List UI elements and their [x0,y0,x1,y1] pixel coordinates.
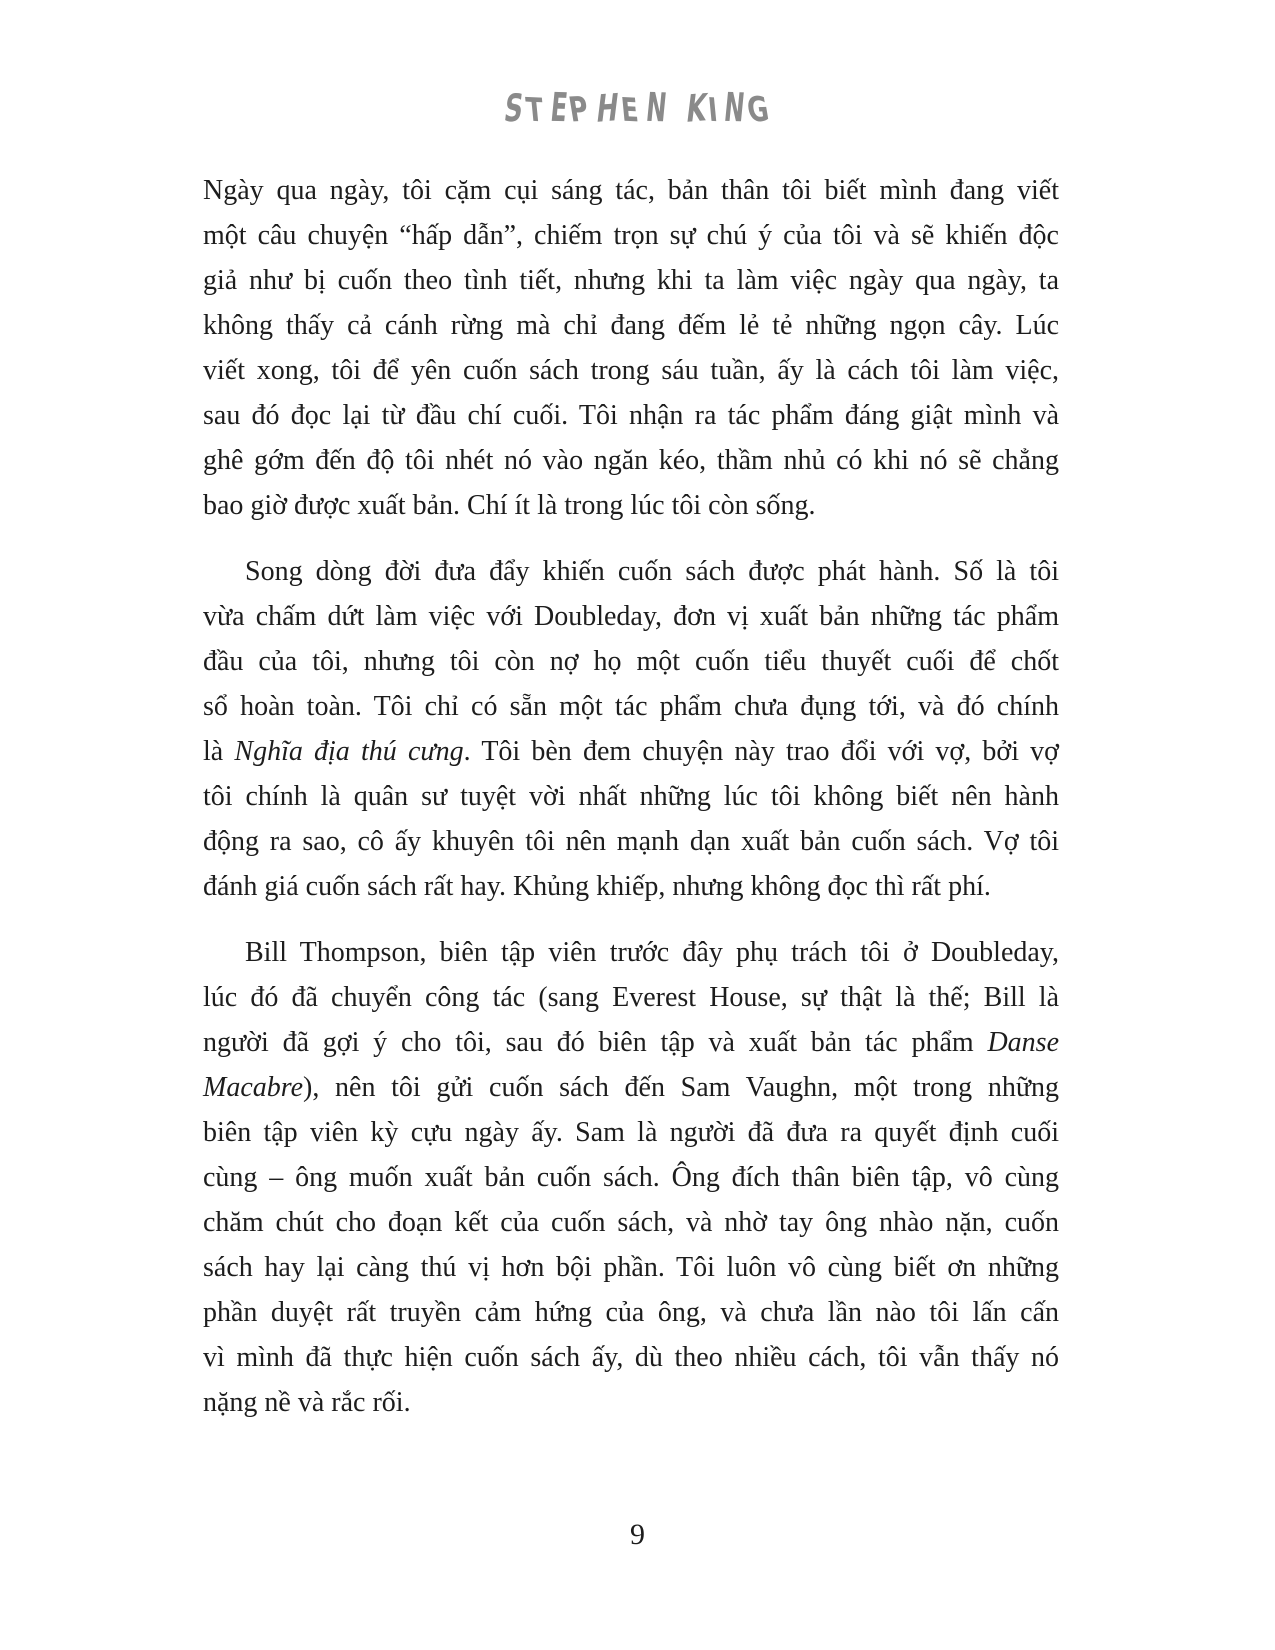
text-line [203,483,1059,528]
header-letter: K [683,86,710,132]
text-line [203,438,1059,483]
italic-text: Nghĩa địa thú cưng [234,736,464,767]
text-line [203,549,1059,594]
header-letter: G [744,89,773,131]
text-line [203,975,1059,1020]
text-segment: sách hay lại càng thú vị hơn bội phần. Tôi luôn vô cùng biết ơn những [203,1252,1059,1283]
text-line [203,393,1059,438]
text-line [203,930,1059,975]
header-letter: H [593,86,622,132]
paragraph [203,549,1059,909]
text-line [203,1065,1059,1110]
text-line [203,864,1059,909]
header-letter: I [706,91,720,130]
text-segment: không thấy cả cánh rừng mà chỉ đang đếm lẻ tẻ những ngọn cây. Lúc [203,310,1059,341]
text-segment: tôi chính là quân sư tuyệt vời nhất những lúc tôi không biết nên hành [203,781,1059,812]
text-segment: ghê gớm đến độ tôi nhét nó vào ngăn kéo, thầm nhủ có khi nó sẽ chẳng [203,445,1059,476]
body-text [203,168,1059,1425]
text-segment: Bill Thompson, biên tập viên trước đây phụ trách tôi ở Doubleday, [245,937,1059,968]
text-line [203,213,1059,258]
text-segment: biên tập viên kỳ cựu ngày ấy. Sam là người đã đưa ra quyết định cuối [203,1117,1059,1148]
header-letter: E [548,84,570,132]
text-segment: sổ hoàn toàn. Tôi chỉ có sẵn một tác phẩm chưa đụng tới, và đó chính [203,691,1059,722]
header-letter: T [523,91,546,130]
text-segment: Song dòng đời đưa đẩy khiến cuốn sách được phát hành. Số là tôi [245,556,1059,587]
text-line [203,168,1059,213]
text-line [203,594,1059,639]
header-letter: N [722,84,748,132]
text-segment: phần duyệt rất truyền cảm hứng của ông, và chưa lần nào tôi lấn cấn [203,1297,1059,1328]
page-number: 9 [630,1518,645,1551]
text-segment: . Tôi bèn đem chuyện này trao đổi với vợ, bởi vợ [463,736,1059,767]
text-line [203,1200,1059,1245]
header-letter: N [643,84,670,132]
paragraph [203,930,1059,1425]
text-segment: một câu chuyện “hấp dẫn”, chiếm trọn sự chú ý của tôi và sẽ khiến độc [203,220,1059,251]
text-segment: đánh giá cuốn sách rất hay. Khủng khiếp, nhưng không đọc thì rất phí. [203,871,991,902]
text-segment: động ra sao, cô ấy khuyên tôi nên mạnh dạn xuất bản cuốn sách. Vợ tôi [203,826,1059,857]
text-line [203,1245,1059,1290]
text-line [203,1155,1059,1200]
italic-text: Danse [987,1027,1059,1058]
text-line [203,348,1059,393]
text-segment: người đã gợi ý cho tôi, sau đó biên tập và xuất bản tác phẩm [203,1027,988,1058]
text-line [203,819,1059,864]
text-segment: cùng – ông muốn xuất bản cuốn sách. Ông đích thân biên tập, vô cùng [203,1162,1059,1193]
text-segment: đầu của tôi, nhưng tôi còn nợ họ một cuốn tiểu thuyết cuối để chốt [203,646,1059,677]
text-line [203,1335,1059,1380]
text-line [203,1380,1059,1425]
running-header [0,84,1275,132]
text-line [203,774,1059,819]
text-line [203,303,1059,348]
text-line [203,1110,1059,1155]
text-segment: vì mình đã thực hiện cuốn sách ấy, dù theo nhiều cách, tôi vẫn thấy nó [203,1342,1059,1373]
text-segment: sau đó đọc lại từ đầu chí cuối. Tôi nhận ra tác phẩm đáng giật mình và [203,400,1059,431]
header-letter: E [618,91,641,130]
text-line [203,1020,1059,1065]
header-letter: S [502,86,527,132]
italic-text: Macabre [203,1072,304,1103]
text-segment: ), nên tôi gửi cuốn sách đến Sam Vaughn, một trong những [303,1072,1059,1103]
text-segment: vừa chấm dứt làm việc với Doubleday, đơn vị xuất bản những tác phẩm [203,601,1059,632]
text-segment: là [203,736,235,767]
header-space [669,96,683,127]
header-letter: P [565,89,593,131]
text-line [203,639,1059,684]
text-segment: viết xong, tôi để yên cuốn sách trong sáu tuần, ấy là cách tôi làm việc, [203,355,1059,386]
paragraph [203,168,1059,528]
text-segment: giả như bị cuốn theo tình tiết, nhưng khi ta làm việc ngày qua ngày, ta [203,265,1059,296]
text-segment: lúc đó đã chuyển công tác (sang Everest House, sự thật là thế; Bill là [203,982,1059,1013]
text-segment: bao giờ được xuất bản. Chí ít là trong lúc tôi còn sống. [203,490,816,521]
text-line [203,258,1059,303]
text-line [203,684,1059,729]
text-segment: chăm chút cho đoạn kết của cuốn sách, và nhờ tay ông nhào nặn, cuốn [203,1207,1059,1238]
text-line [203,729,1059,774]
text-segment: Ngày qua ngày, tôi cặm cụi sáng tác, bản thân tôi biết mình đang viết [203,175,1059,206]
text-segment: nặng nề và rắc rối. [203,1387,411,1418]
text-line [203,1290,1059,1335]
